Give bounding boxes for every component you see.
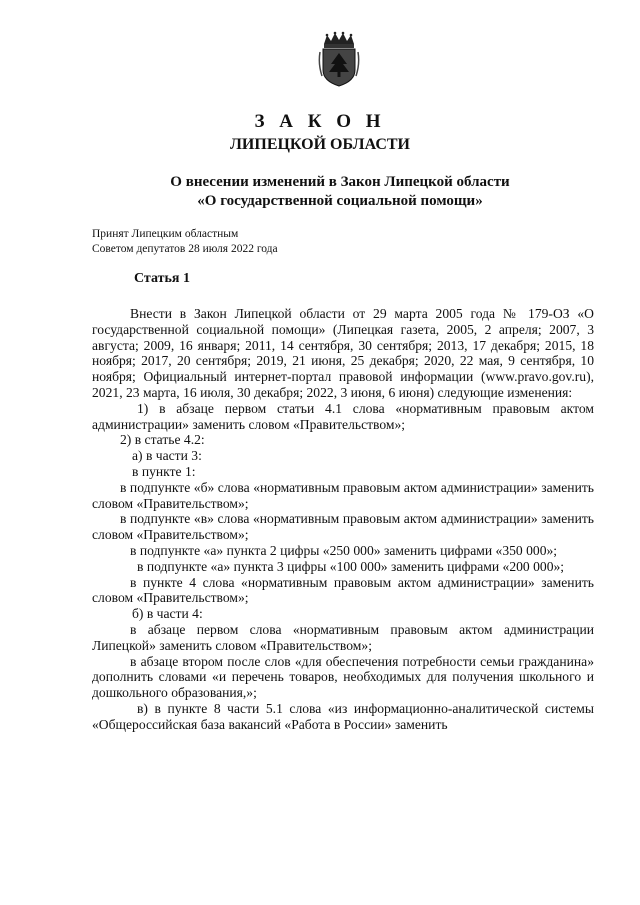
paragraph: в подпункте «а» пункта 2 цифры «250 000» заменить цифрами «350 000»; [130,542,558,558]
paragraph: 1) в абзаце первом статьи 4.1 слова «нормативным правовым актом администрации» заменить словом «Правительством»; [92,400,594,432]
paragraph: Внести в Закон Липецкой области от 29 марта 2005 года № 179-ОЗ «О государственной социальной помощи» (Липецкая газета, 2005, 2 апреля; 2007, 3 августа; 2009, 16 января; 2011, 14 сентября, 30 сентября; 2013, 17 декабря; 2015, 18 ноября; 2017, 20 сентября; 2019, 21 июня, 25 декабря; 2020, 22 мая, 9 сентября, 10 ноября; Официальный интернет-портал правовой информации (www.pravo.gov.ru), 2021, 23 марта, 16 июля, 30 декабря; 2022, 3 июня, 6 июня) следующие изменения: [92,306,594,400]
paragraph: в пункте 4 слова «нормативным правовым актом администрации» заменить словом «Правительством»; [92,574,594,606]
law-subject-line: О внесении изменений в Закон Липецкой области [170,174,510,190]
lipetsk-coat-of-arms-icon [318,30,360,88]
paragraph: б) в части 4: [132,606,203,622]
paragraph: в абзаце втором после слов «для обеспечения потребности семьи гражданина» дополнить словами «и перечень товаров, необходимых для получения школьного и дошкольного образования,»; [92,653,594,701]
paragraph: в подпункте «в» слова «нормативным правовым актом администрации» заменить словом «Правительством»; [92,511,594,543]
law-title: З А К О Н [254,111,386,132]
paragraph: в подпункте «б» слова «нормативным правовым актом администрации» заменить словом «Правительством»; [92,479,594,511]
paragraph: в) в пункте 8 части 5.1 слова «из информационно-аналитической системы «Общероссийская база вакансий «Работа в России» заменить [92,700,594,732]
law-subject-line: «О государственной социальной помощи» [197,193,483,209]
article-heading: Статья 1 [134,271,190,286]
adoption-line: Принят Липецким областным [92,228,239,240]
adoption-note [92,227,278,256]
paragraph: в пункте 1: [132,463,196,479]
article-body [92,306,594,733]
law-region: ЛИПЕЦКОЙ ОБЛАСТИ [230,136,410,153]
paragraph: а) в части 3: [132,448,202,464]
adoption-line: Советом депутатов 28 июля 2022 года [92,242,278,255]
law-subject [0,173,640,211]
paragraph: 2) в статье 4.2: [120,432,205,448]
paragraph: в подпункте «а» пункта 3 цифры «100 000» заменить цифрами «200 000»; [137,558,565,574]
paragraph: в абзаце первом слова «нормативным правовым актом администрации Липецкой» заменить словом «Правительством»; [92,621,594,653]
